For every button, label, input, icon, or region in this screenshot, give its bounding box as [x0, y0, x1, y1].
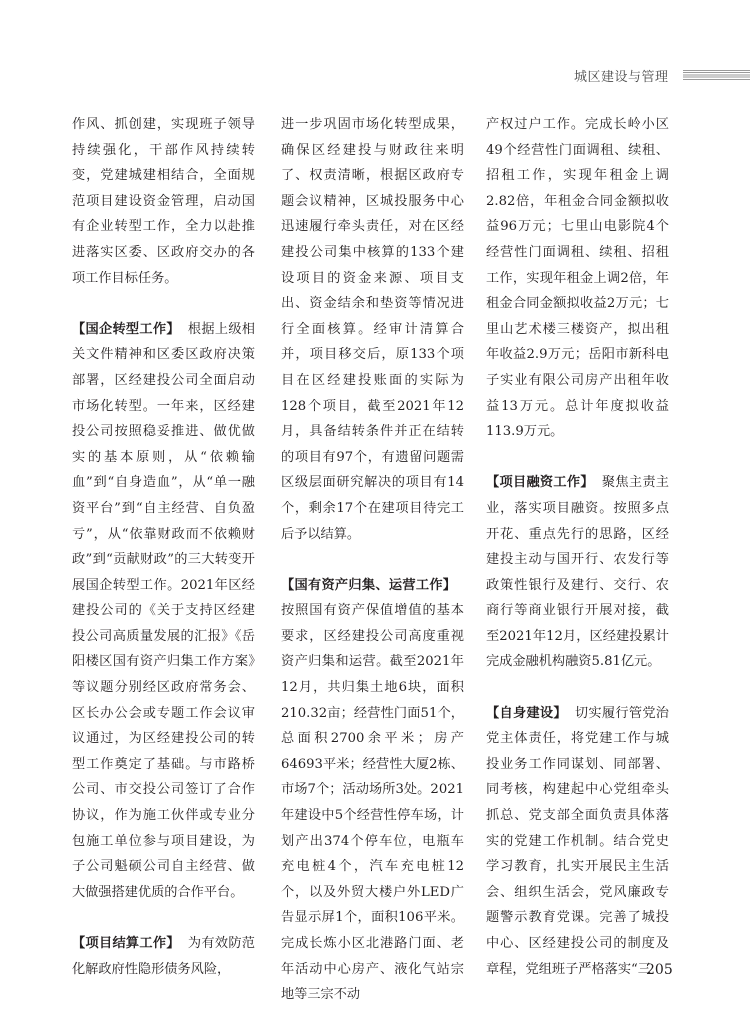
- section-heading: 【国有资产归集、运营工作】: [281, 577, 456, 593]
- section-heading: 【项目结算工作】: [72, 936, 180, 951]
- paragraph: [72, 112, 255, 291]
- paragraph-text: 产权过户工作。完成长岭小区49个经营性门面调租、续租、招租工作，实现年租金上调2.82倍，年租金合同金额拟收益96万元；七里山电影院4个经营性门面调租、续租、招租工作，实现年租金上调2倍，年租金合同金额拟收益2万元；七里山艺术楼三楼资产，拟出租年收益2.9万元；岳阳市新科电子实业有限公司房产出租年收益13万元。总计年度拟收益113.9万元。: [486, 117, 669, 440]
- paragraph: [281, 573, 464, 1008]
- paragraph: [72, 931, 255, 982]
- paragraph-text: 聚焦主责主业，落实项目融资。按照多点开花、重点先行的思路，区经建投主动与国开行、农发行等政策性银行及建行、交行、农商行等商业银行开展对接，截至2021年12月，区经建投累计完成金融机构融资5.81亿元。: [486, 475, 669, 670]
- paragraph: [72, 317, 255, 906]
- paragraph-text: 切实履行管党治党主体责任，将党建工作与城投业务工作同谋划、同部署、同考核，构建起中心党组牵头抓总、党支部全面负责具体落实的党建工作机制。结合党史学习教育，扎实开展民主生活会、组织生活会，党风廉政专题警示教育党课。完善了城投中心、区经建投公司的制度及章程，党组班子严格落实“三: [486, 705, 669, 977]
- text-column-2: [281, 112, 464, 1008]
- header-rule: [683, 70, 750, 81]
- section-heading: 【项目融资工作】: [486, 475, 594, 491]
- paragraph-text: 作风、抓创建，实现班子领导持续强化，干部作风持续转变，党建城建相结合，全面规范项目建设资金管理，启动国有企业转型工作，全力以赴推进落实区委、区政府交办的各项工作目标任务。: [72, 117, 255, 286]
- paragraph-text: 为有效防范化解政府性隐形债务风险，: [72, 936, 255, 977]
- paragraph: [486, 701, 669, 983]
- text-column-1: [72, 112, 255, 982]
- section-heading: 【国企转型工作】: [72, 321, 180, 337]
- text-column-3: [486, 112, 669, 982]
- paragraph: [281, 112, 464, 547]
- section-title: 城区建设与管理: [574, 70, 669, 85]
- section-heading: 【自身建设】: [486, 705, 567, 721]
- paragraph: [486, 470, 669, 675]
- paragraph-text: 根据上级相关文件精神和区委区政府决策部署，区经建投公司全面启动市场化转型。一年来，区经建投公司按照稳妥推进、做优做实的基本原则，从“依赖输血”到“自身造血”，从“单一融资平台”到“自主经营、自负盈亏”，从“依靠财政而不依赖财政”到“贡献财政”的三大转变开展国企转型工作。2021年区经建投公司的《关于支持区经建投公司高质量发展的汇报》《岳阳楼区国有资产归集工作方案》等议题分别经区政府常务会、区长办公会或专题工作会议审议通过，为区经建投公司的转型工作奠定了基础。与市路桥公司、市交投公司签订了合作协议，作为施工伙伴或专业分包施工单位参与项目建设，为子公司魁硕公司自主经营、做大做强搭建优质的合作平台。: [72, 321, 255, 900]
- paragraph-text: 按照国有资产保值增值的基本要求，区经建投公司高度重视资产归集和运营。截至2021年12月，共归集土地6块，面积210.32亩；经营性门面51个，总面积2700余平米；房产64693平米；经营性大厦2栋、市场7个；活动场所3处。2021年建设中5个经营性停车场，计划产出374个停车位，电瓶车充电桩4个，汽车充电桩12个，以及外贸大楼户外LED广告显示屏1个，面积106平米。完成长炼小区北港路门面、老年活动中心房产、液化气站宗地等三宗不动: [281, 603, 464, 1003]
- paragraph-text: 进一步巩固市场化转型成果，确保区经建投与财政往来明了、权责清晰，根据区政府专题会议精神，区城投服务中心迅速履行牵头责任，对在区经建投公司集中核算的133个建设项目的资金来源、项目支出、资金结余和垫资等情况进行全面核算。经审计清算合并，项目移交后，原133个项目在区经建投账面的实际为128个项目，截至2021年12月，具备结转条件并正在结转的项目有97个，有遗留问题需区级层面研究解决的项目有14个，剩余17个在建项目待完工后予以结算。: [281, 117, 464, 542]
- paragraph: [486, 112, 669, 445]
- page-number: 205: [646, 962, 673, 978]
